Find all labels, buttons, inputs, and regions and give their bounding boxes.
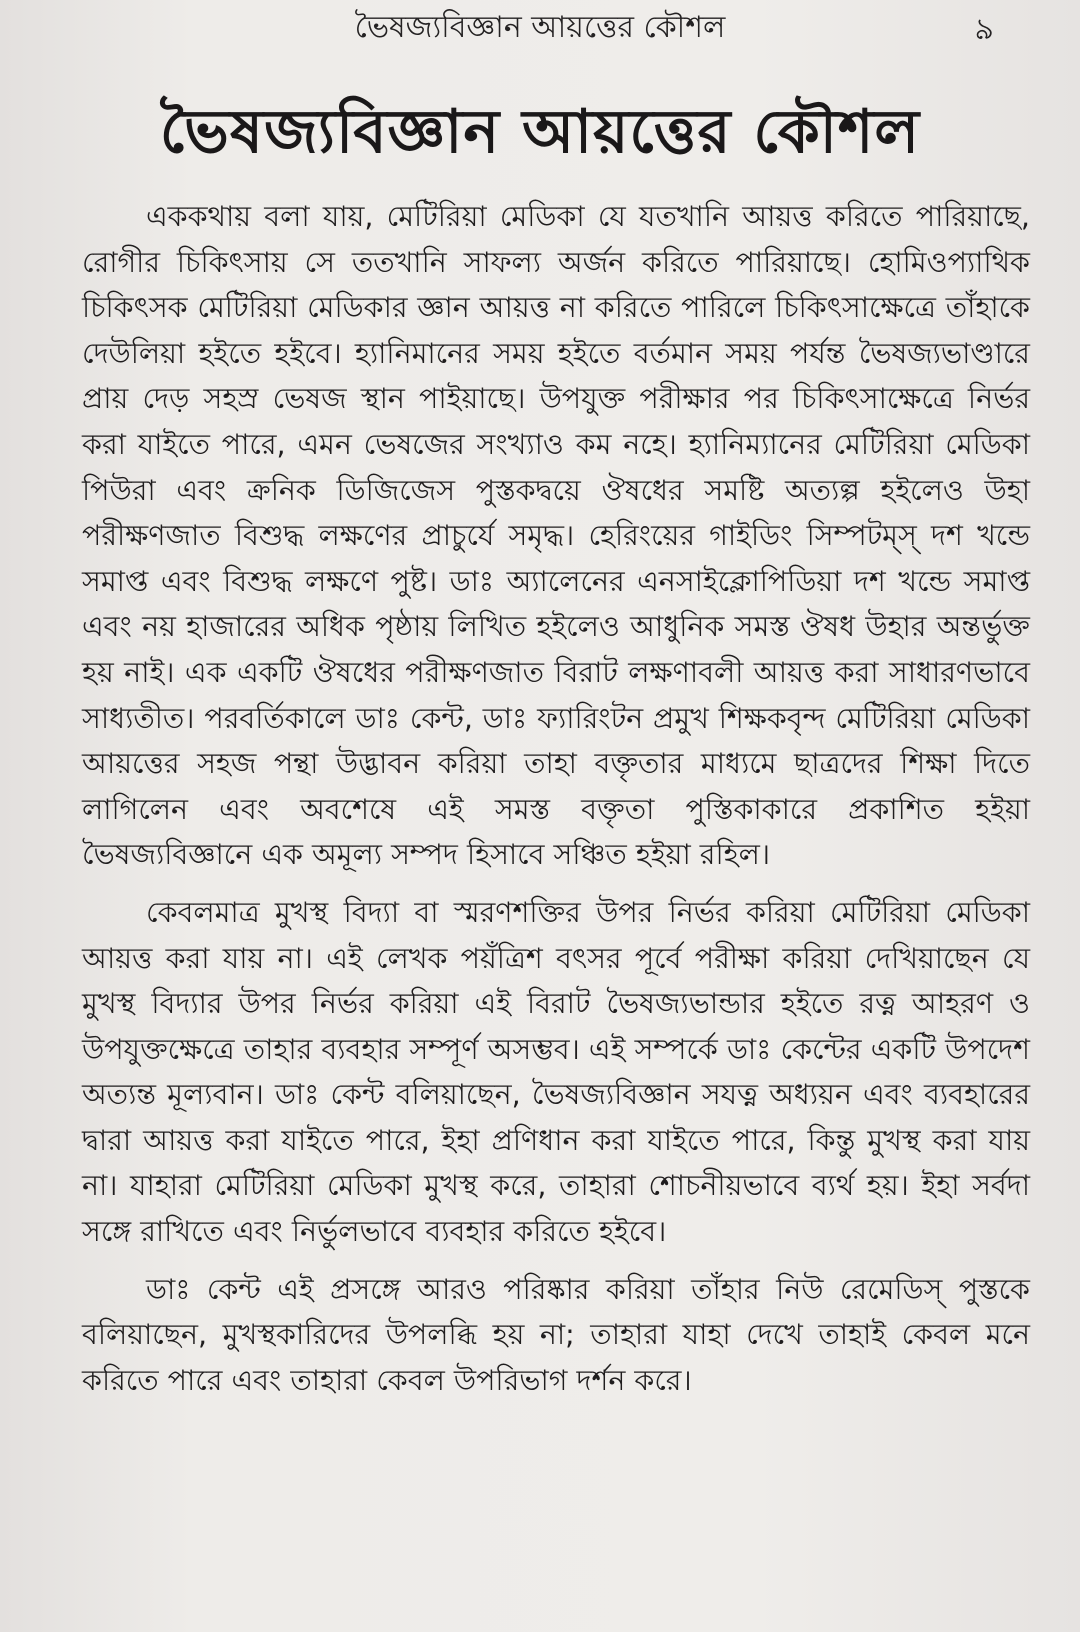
- running-title: ভৈষজ্যবিজ্ঞান আয়ত্তের কৌশল: [354, 10, 726, 45]
- chapter-title: ভৈষজ্যবিজ্ঞান আয়ত্তের কৌশল: [159, 97, 921, 167]
- running-head: [0, 6, 1080, 52]
- page-number: ৯: [974, 12, 994, 47]
- paragraph-2: কেবলমাত্র মুখস্থ বিদ্যা বা স্মরণশক্তির উপর নির্ভর করিয়া মেটিরিয়া মেডিকা আয়ত্ত করা যায় না। এই লেখক পয়ঁত্রিশ বৎসর পূর্বে পরীক্ষা করিয়া দেখিয়াছেন যে মুখস্থ বিদ্যার উপর নির্ভর করিয়া এই বিরাট ভৈষজ্যভান্ডার হইতে রত্ন আহরণ ও উপযুক্তক্ষেত্রে তাহার ব্যবহার সম্পূর্ণ অসম্ভব। এই সম্পর্কে ডাঃ কেন্টের একটি উপদেশ অত্যন্ত মূল্যবান। ডাঃ কেন্ট বলিয়াছেন, ভৈষজ্যবিজ্ঞান সযত্ন অধ্যয়ন এবং ব্যবহারের দ্বারা আয়ত্ত করা যাইতে পারে, ইহা প্রণিধান করা যাইতে পারে, কিন্তু মুখস্থ করা যায় না। যাহারা মেটিরিয়া মেডিকা মুখস্থ করে, তাহারা শোচনীয়ভাবে ব্যর্থ হয়। ইহা সর্বদা সঙ্গে রাখিতে এবং নির্ভুলভাবে ব্যবহার করিতে হইবে।: [82, 895, 1030, 1249]
- paragraph-3: ডাঃ কেন্ট এই প্রসঙ্গে আরও পরিষ্কার করিয়া তাঁহার নিউ রেমেডিস্‌ পুস্তকে বলিয়াছেন, মুখস্থকারিদের উপলব্ধি হয় না; তাহারা যাহা দেখে তাহাই কেবল মনে করিতে পারে এবং তাহারা কেবল উপরিভাগ দর্শন করে।: [82, 1272, 1030, 1397]
- body-text: [82, 194, 1030, 1403]
- paragraph-1: এককথায় বলা যায়, মেটিরিয়া মেডিকা যে যতখানি আয়ত্ত করিতে পারিয়াছে, রোগীর চিকিৎসায় সে ততখানি সাফল্য অর্জন করিতে পারিয়াছে। হোমিওপ্যাথিক চিকিৎসক মেটিরিয়া মেডিকার জ্ঞান আয়ত্ত না করিতে পারিলে চিকিৎসাক্ষেত্রে তাঁহাকে দেউলিয়া হইতে হইবে। হ্যানিমানের সময় হইতে বর্তমান সময় পর্যন্ত ভৈষজ্যভাণ্ডারে প্রায় দেড় সহস্র ভেষজ স্থান পাইয়াছে। উপযুক্ত পরীক্ষার পর চিকিৎসাক্ষেত্রে নির্ভর করা যাইতে পারে, এমন ভেষজের সংখ্যাও কম নহে। হ্যানিম্যানের মেটিরিয়া মেডিকা পিউরা এবং ক্রনিক ডিজিজেস পুস্তকদ্বয়ে ঔষধের সমষ্টি অত্যল্প হইলেও উহা পরীক্ষণজাত বিশুদ্ধ লক্ষণের প্রাচুর্যে সমৃদ্ধ। হেরিংয়ের গাইডিং সিম্পটম্‌স্‌ দশ খন্ডে সমাপ্ত এবং বিশুদ্ধ লক্ষণে পুষ্ট। ডাঃ অ্যালেনের এনসাইক্লোপিডিয়া দশ খন্ডে সমাপ্ত এবং নয় হাজারের অধিক পৃষ্ঠায় লিখিত হইলেও আধুনিক সমস্ত ঔষধ উহার অন্তর্ভুক্ত হয় নাই। এক একটি ঔষধের পরীক্ষণজাত বিরাট লক্ষণাবলী আয়ত্ত করা সাধারণভাবে সাধ্যতীত। পরবর্তিকালে ডাঃ কেন্ট, ডাঃ ফ্যারিংটন প্রমুখ শিক্ষকবৃন্দ মেটিরিয়া মেডিকা আয়ত্তের সহজ পন্থা উদ্ভাবন করিয়া তাহা বক্তৃতার মাধ্যমে ছাত্রদের শিক্ষা দিতে লাগিলেন এবং অবশেষে এই সমস্ত বক্তৃতা পুস্তিকাকারে প্রকাশিত হইয়া ভৈষজ্যবিজ্ঞানে এক অমূল্য সম্পদ হিসাবে সঞ্চিত হইয়া রহিল।: [82, 200, 1030, 872]
